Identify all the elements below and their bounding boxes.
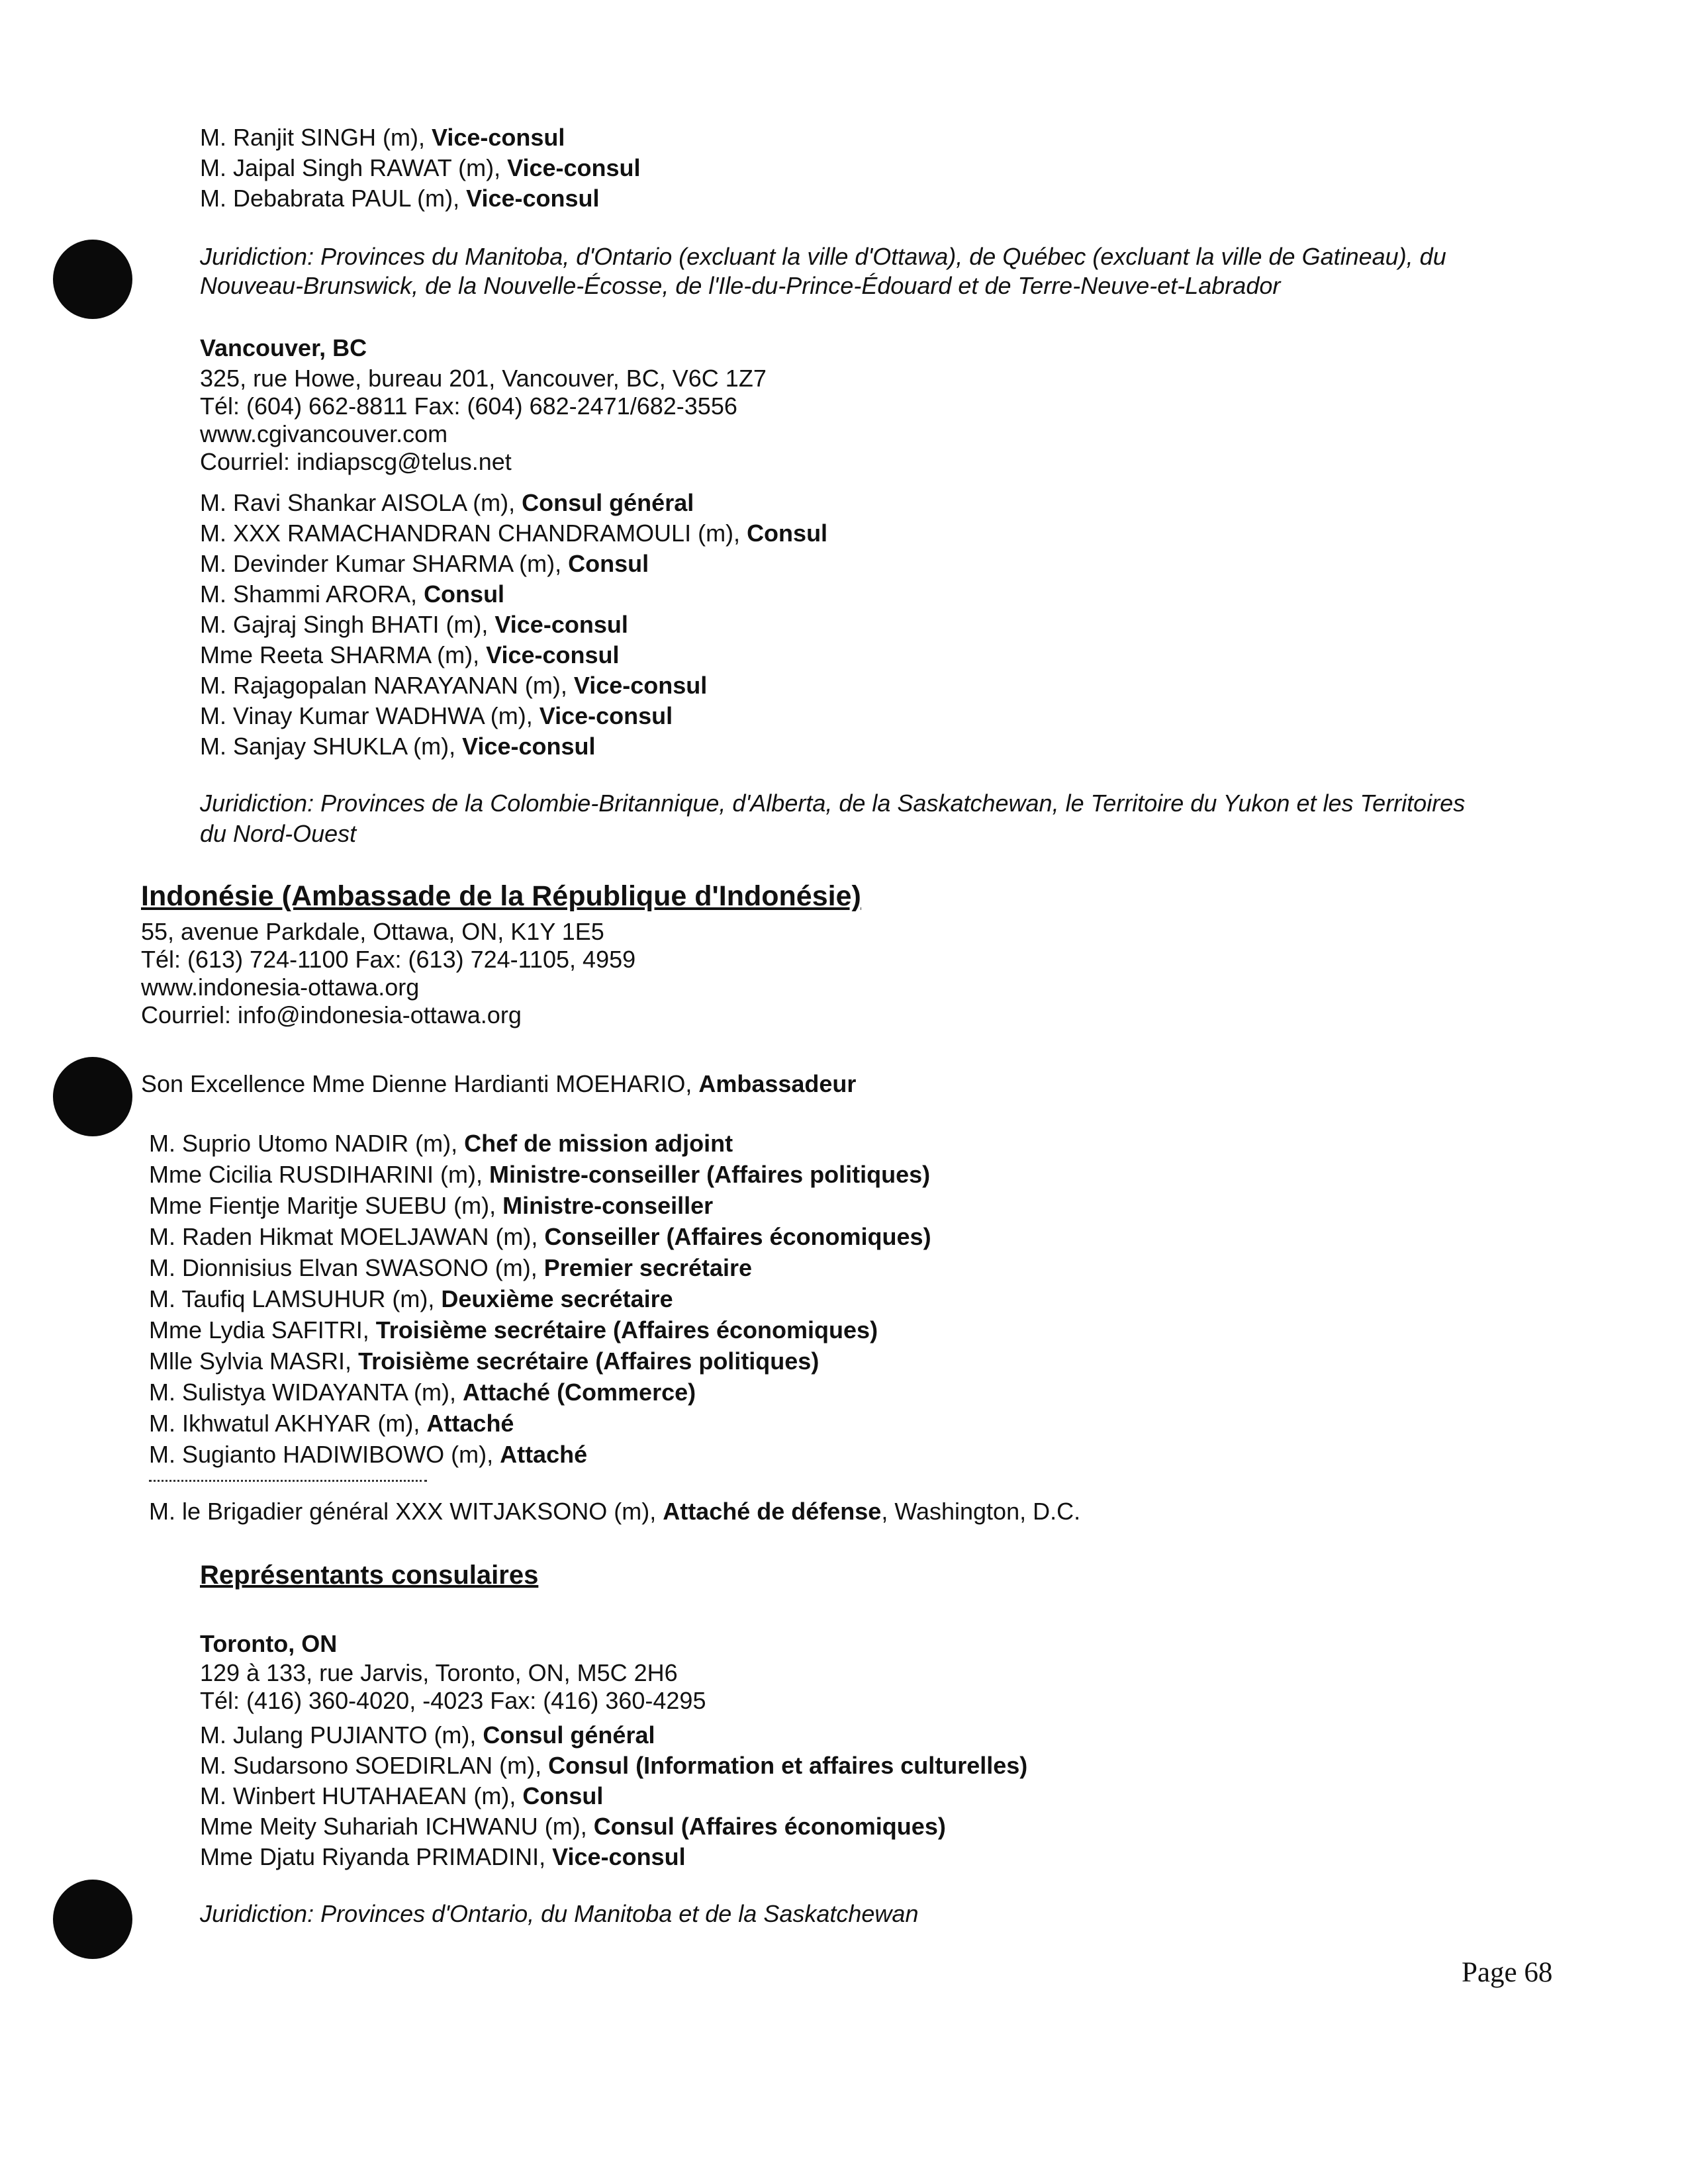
staff-entry: M. Ravi Shankar AISOLA (m), Consul général — [200, 489, 694, 516]
staff-entry: M. Suprio Utomo NADIR (m), Chef de mission adjoint — [149, 1130, 733, 1157]
staff-entry: Mme Fientje Maritje SUEBU (m), Ministre-conseiller — [149, 1192, 714, 1219]
staff-entry: M. Sulistya WIDAYANTA (m), Attaché (Commerce) — [149, 1379, 696, 1406]
consulate-heading: Vancouver, BC — [200, 334, 367, 361]
page-number: Page 68 — [1462, 1957, 1553, 1988]
staff-entry: M. Vinay Kumar WADHWA (m), Vice-consul — [200, 702, 673, 729]
address: 129 à 133, rue Jarvis, Toronto, ON, M5C 2H6 — [200, 1659, 678, 1686]
ambassador-entry: Son Excellence Mme Dienne Hardianti MOEHARIO, Ambassadeur — [141, 1070, 857, 1097]
staff-entry: M. Taufiq LAMSUHUR (m), Deuxième secrétaire — [149, 1285, 673, 1312]
jurisdiction-text: Juridiction: Provinces de la Colombie-Britannique, d'Alberta, de la Saskatchewan, le Territoire du Yukon et les Territoires — [200, 790, 1466, 817]
staff-entry: M. Winbert HUTAHAEAN (m), Consul — [200, 1782, 604, 1809]
staff-entry: M. Sudarsono SOEDIRLAN (m), Consul (Information et affaires culturelles) — [200, 1752, 1028, 1779]
dotted-separator — [149, 1480, 427, 1482]
staff-entry: M. XXX RAMACHANDRAN CHANDRAMOULI (m), Consul — [200, 520, 828, 547]
staff-entry: Mlle Sylvia MASRI, Troisième secrétaire (Affaires politiques) — [149, 1347, 820, 1375]
staff-entry: M. Gajraj Singh BHATI (m), Vice-consul — [200, 611, 628, 638]
defense-attache-entry: M. le Brigadier général XXX WITJAKSONO (m), Attaché de défense, Washington, D.C. — [149, 1498, 1081, 1525]
country-title: Indonésie (Ambassade de la République d'Indonésie) — [141, 880, 861, 912]
staff-entry: M. Sanjay SHUKLA (m), Vice-consul — [200, 733, 596, 760]
staff-entry: M. Shammi ARORA, Consul — [200, 580, 505, 608]
email: Courriel: info@indonesia-ottawa.org — [141, 1001, 522, 1028]
punch-hole-top — [53, 240, 132, 319]
staff-entry: M. Devinder Kumar SHARMA (m), Consul — [200, 550, 649, 577]
staff-entry: M. Dionnisius Elvan SWASONO (m), Premier secrétaire — [149, 1254, 753, 1281]
staff-entry: M. Debabrata PAUL (m), Vice-consul — [200, 185, 600, 212]
staff-entry: Mme Cicilia RUSDIHARINI (m), Ministre-conseiller (Affaires politiques) — [149, 1161, 931, 1188]
staff-entry: M. Jaipal Singh RAWAT (m), Vice-consul — [200, 154, 641, 181]
consular-section-heading: Représentants consulaires — [200, 1561, 539, 1590]
staff-entry: M. Ikhwatul AKHYAR (m), Attaché — [149, 1410, 514, 1437]
email: Courriel: indiapscg@telus.net — [200, 448, 512, 475]
jurisdiction-text: Nouveau-Brunswick, de la Nouvelle-Écosse, de l'Ile-du-Prince-Édouard et de Terre-Neuve-et-Labrador — [200, 272, 1281, 299]
phone: Tél: (604) 662-8811 Fax: (604) 682-2471/682-3556 — [200, 392, 737, 420]
jurisdiction-text: du Nord-Ouest — [200, 820, 357, 847]
website: www.indonesia-ottawa.org — [141, 974, 420, 1001]
jurisdiction-text: Juridiction: Provinces d'Ontario, du Manitoba et de la Saskatchewan — [200, 1900, 919, 1927]
staff-entry: M. Rajagopalan NARAYANAN (m), Vice-consul — [200, 672, 708, 699]
phone: Tél: (613) 724-1100 Fax: (613) 724-1105, 4959 — [141, 946, 636, 973]
phone: Tél: (416) 360-4020, -4023 Fax: (416) 360-4295 — [200, 1687, 706, 1714]
staff-entry: M. Sugianto HADIWIBOWO (m), Attaché — [149, 1441, 588, 1468]
address: 55, avenue Parkdale, Ottawa, ON, K1Y 1E5 — [141, 918, 604, 945]
staff-entry: M. Raden Hikmat MOELJAWAN (m), Conseiller (Affaires économiques) — [149, 1223, 931, 1250]
staff-entry: Mme Lydia SAFITRI, Troisième secrétaire (Affaires économiques) — [149, 1316, 878, 1343]
staff-entry: M. Julang PUJIANTO (m), Consul général — [200, 1721, 655, 1749]
staff-entry: Mme Djatu Riyanda PRIMADINI, Vice-consul — [200, 1843, 686, 1870]
staff-entry: M. Ranjit SINGH (m), Vice-consul — [200, 124, 565, 151]
jurisdiction-text: Juridiction: Provinces du Manitoba, d'Ontario (excluant la ville d'Ottawa), de Québec (excluant la ville de Gatineau), du — [200, 243, 1446, 270]
website: www.cgivancouver.com — [200, 420, 448, 447]
punch-hole-middle — [53, 1057, 132, 1136]
staff-entry: Mme Reeta SHARMA (m), Vice-consul — [200, 641, 620, 668]
address: 325, rue Howe, bureau 201, Vancouver, BC, V6C 1Z7 — [200, 365, 767, 392]
punch-hole-bottom — [53, 1880, 132, 1959]
staff-entry: Mme Meity Suhariah ICHWANU (m), Consul (Affaires économiques) — [200, 1813, 946, 1840]
consulate-heading: Toronto, ON — [200, 1630, 338, 1657]
